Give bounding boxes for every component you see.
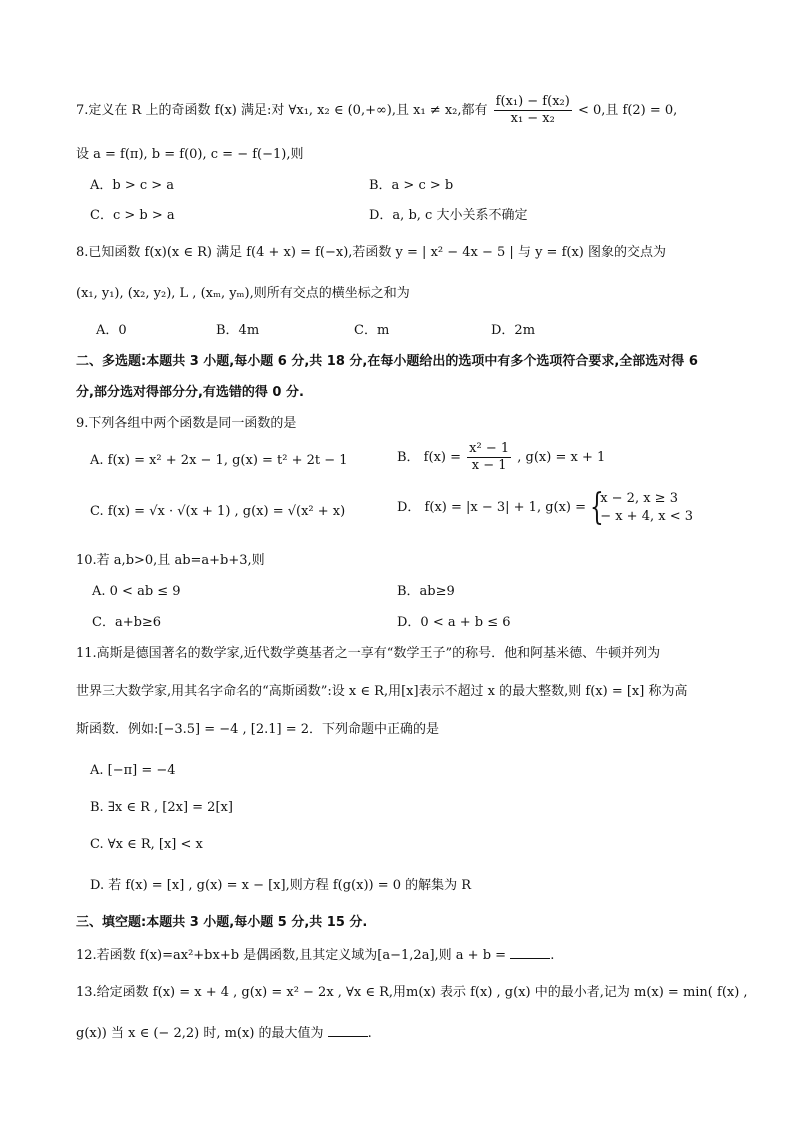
q11-line1: 11.高斯是德国著名的数学家,近代数学奠基者之一享有“数学王子”的称号．他和阿基米德、牛顿并列为	[76, 646, 661, 661]
q7-option-a: A．b > c > a	[90, 178, 175, 193]
brace-icon: {	[590, 487, 604, 528]
q11-option-c: C. ∀x ∈ R, [x] < x	[90, 837, 203, 852]
q11-line3: 斯函数．例如:[−3.5] = −4 , [2.1] = 2．下列命题中正确的是	[76, 722, 440, 737]
q7-frac-num: f(x₁) − f(x₂)	[495, 94, 570, 109]
q9-option-d	[397, 487, 693, 528]
q7-frac-den: x₁ − x₂	[510, 111, 555, 126]
q7-line1-b: < 0,且 f(2) = 0,	[577, 103, 678, 118]
q13-end: .	[367, 1026, 372, 1041]
q8-line1: 8.已知函数 f(x)(x ∈ R) 满足 f(4 + x) = f(−x),若函数 y = | x² − 4x − 5 | 与 y = f(x) 图象的交点为	[76, 245, 666, 260]
q10-option-c: C．a+b≥6	[92, 615, 162, 630]
q9-option-b-den: x − 1	[471, 458, 507, 473]
q13-line2-wrap	[76, 1024, 372, 1043]
q10-option-d: D．0 < a + b ≤ 6	[397, 615, 511, 630]
q12-text	[76, 946, 554, 965]
q9-option-d-case1: x − 2, x ≥ 3	[600, 491, 678, 506]
q7-line2: 设 a = f(π), b = f(0), c = − f(−1),则	[76, 147, 304, 162]
q8-option-d: D．2m	[491, 323, 536, 338]
q9-stem: 9.下列各组中两个函数是同一函数的是	[76, 416, 297, 431]
q9-option-a: A. f(x) = x² + 2x − 1, g(x) = t² + 2t − 1	[90, 453, 348, 468]
section3-heading: 三、填空题:本题共 3 小题,每小题 5 分,共 15 分.	[76, 915, 368, 930]
q12-stem: 12.若函数 f(x)=ax²+bx+b 是偶函数,且其定义域为[a−1,2a],则 a + b =	[76, 948, 507, 963]
q9-option-d-case2: − x + 4, x < 3	[600, 509, 693, 524]
q8-line2: (x₁, y₁), (x₂, y₂), L , (xₘ, yₘ),则所有交点的横坐标之和为	[76, 286, 410, 301]
q11-option-b: B. ∃x ∈ R , [2x] = 2[x]	[90, 800, 233, 815]
q9-option-b-num: x² − 1	[469, 441, 510, 456]
section2-heading-line1: 二、多选题:本题共 3 小题,每小题 6 分,共 18 分,在每小题给出的选项中有多个选项符合要求,全部选对得 6	[76, 354, 698, 369]
q11-option-d: D. 若 f(x) = [x] , g(x) = x − [x],则方程 f(g(x)) = 0 的解集为 R	[90, 878, 472, 893]
q7-option-b: B．a > c > b	[369, 178, 454, 193]
q7-line1-a: 7.定义在 R 上的奇函数 f(x) 满足:对 ∀x₁, x₂ ∈ (0,+∞),且 x₁ ≠ x₂,都有	[76, 103, 488, 118]
q9-option-d-pre: D． f(x) = |x − 3| + 1, g(x) =	[397, 500, 587, 515]
q11-line2: 世界三大数学家,用其名字命名的“高斯函数”:设 x ∈ R,用[x]表示不超过 x 的最大整数,则 f(x) = [x] 称为高	[76, 684, 688, 699]
q9-option-b-pre: B． f(x) =	[397, 450, 461, 465]
q9-option-b-post: , g(x) = x + 1	[517, 450, 606, 465]
q10-stem: 10.若 a,b>0,且 ab=a+b+3,则	[76, 553, 265, 568]
q7-line1	[76, 94, 677, 127]
q9-option-c: C. f(x) = √x · √(x + 1) , g(x) = √(x² + x)	[90, 504, 346, 519]
q8-option-c: C．m	[354, 323, 390, 338]
q13-answer-blank[interactable]	[328, 1024, 368, 1037]
q8-option-a: A．0	[96, 323, 127, 338]
q7-option-c: C．c > b > a	[90, 208, 175, 223]
q13-line1: 13.给定函数 f(x) = x + 4 , g(x) = x² − 2x , ∀x ∈ R,用m(x) 表示 f(x) , g(x) 中的最小者,记为 m(x) = min( f(x) ,	[76, 985, 748, 1000]
q9-option-b-fraction	[467, 441, 511, 474]
q9-option-b	[397, 441, 605, 474]
q8-option-b: B．4m	[216, 323, 260, 338]
q7-option-d: D．a, b, c 大小关系不确定	[369, 208, 528, 223]
section2-heading-line2: 分,部分选对得部分分,有选错的得 0 分.	[76, 385, 304, 400]
q12-answer-blank[interactable]	[510, 946, 550, 959]
q9-option-d-cases	[590, 487, 693, 528]
q12-end: .	[550, 948, 555, 963]
q11-option-a: A. [−π] = −4	[90, 763, 176, 778]
q10-option-a: A. 0 < ab ≤ 9	[92, 584, 181, 599]
q13-line2: g(x)) 当 x ∈ (− 2,2) 时, m(x) 的最大值为	[76, 1026, 324, 1041]
q7-fraction	[494, 94, 572, 127]
q10-option-b: B．ab≥9	[397, 584, 455, 599]
